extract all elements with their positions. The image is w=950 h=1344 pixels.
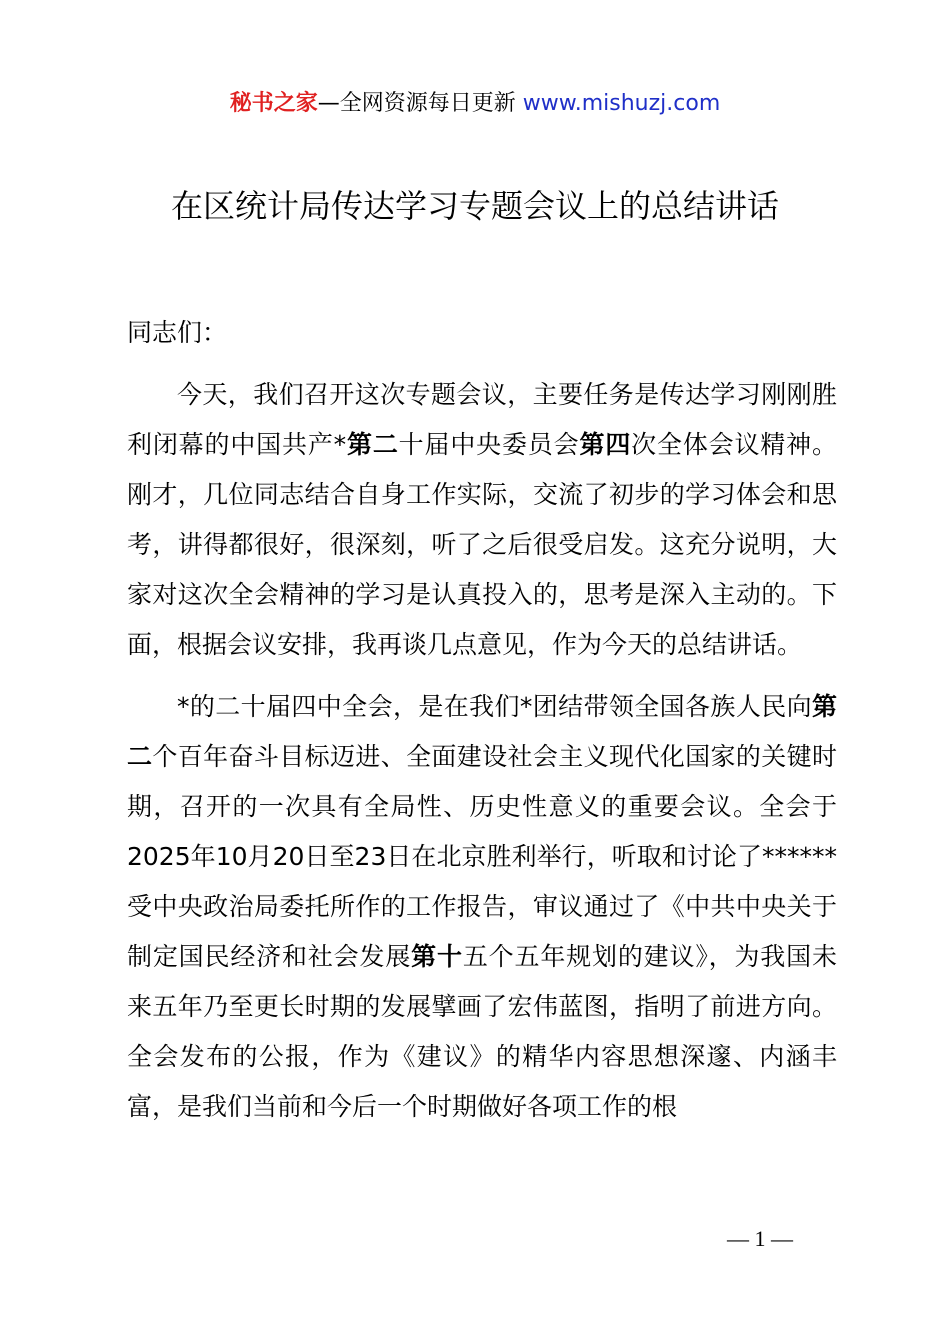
- header-slogan: —全网资源每日更新: [317, 91, 516, 116]
- document-body: [127, 308, 837, 1132]
- paragraph-1-text-c: 次全体会议精神。刚才，几位同志结合自身工作实际，交流了初步的学习体会和思考，讲得都很好，很深刻，听了之后很受启发。这充分说明，大家对这次全会精神的学习是认真投入的，思考是深入主动的。下面，根据会议安排，我再谈几点意见，作为今天的总结讲话。: [127, 430, 837, 659]
- site-url-link[interactable]: www.mishuzj.com: [522, 91, 721, 116]
- site-header: [0, 88, 950, 120]
- paragraph-2: [127, 682, 837, 1132]
- paragraph-2-text-b: 个百年奋斗目标迈进、全面建设社会主义现代化国家的关键时期，召开的一次具有全局性、历史性意义的重要会议。全会于2025年10月20日至23日在北京胜利举行，听取和讨论了******受中央政治局委托所作的工作报告，审议通过了《中共中央关于制定国民经济和社会发展: [127, 742, 837, 971]
- paragraph-1-text-b: 十届中央委员会: [398, 430, 580, 459]
- paragraph-1-text-a: 今天，我们召开这次专题会议，主要任务是传达学习刚刚胜利闭幕的中国共产*: [127, 380, 837, 459]
- page-number: — 1 —: [727, 1226, 793, 1251]
- brand-name: 秘书之家: [229, 91, 318, 116]
- paragraph-1: [127, 370, 837, 670]
- paragraph-2-text-c: 五个五年规划的建议》，为我国未来五年乃至更长时期的发展擘画了宏伟蓝图，指明了前进方向。全会发布的公报，作为《建议》的精华内容思想深邃、内涵丰富，是我们当前和今后一个时期做好各项工作的根: [127, 942, 837, 1121]
- paragraph-2-text-a: *的二十届四中全会，是在我们*团结带领全国各族人民向: [177, 692, 812, 721]
- paragraph-1-bold-a: 第二: [346, 430, 399, 459]
- paragraph-2-bold-a: 第二: [127, 692, 837, 771]
- paragraph-2-bold-b: 第十: [411, 942, 463, 971]
- paragraph-1-bold-b: 第四: [579, 430, 632, 459]
- document-title: 在区统计局传达学习专题会议上的总结讲话: [170, 187, 779, 225]
- greeting: 同志们：: [127, 318, 228, 347]
